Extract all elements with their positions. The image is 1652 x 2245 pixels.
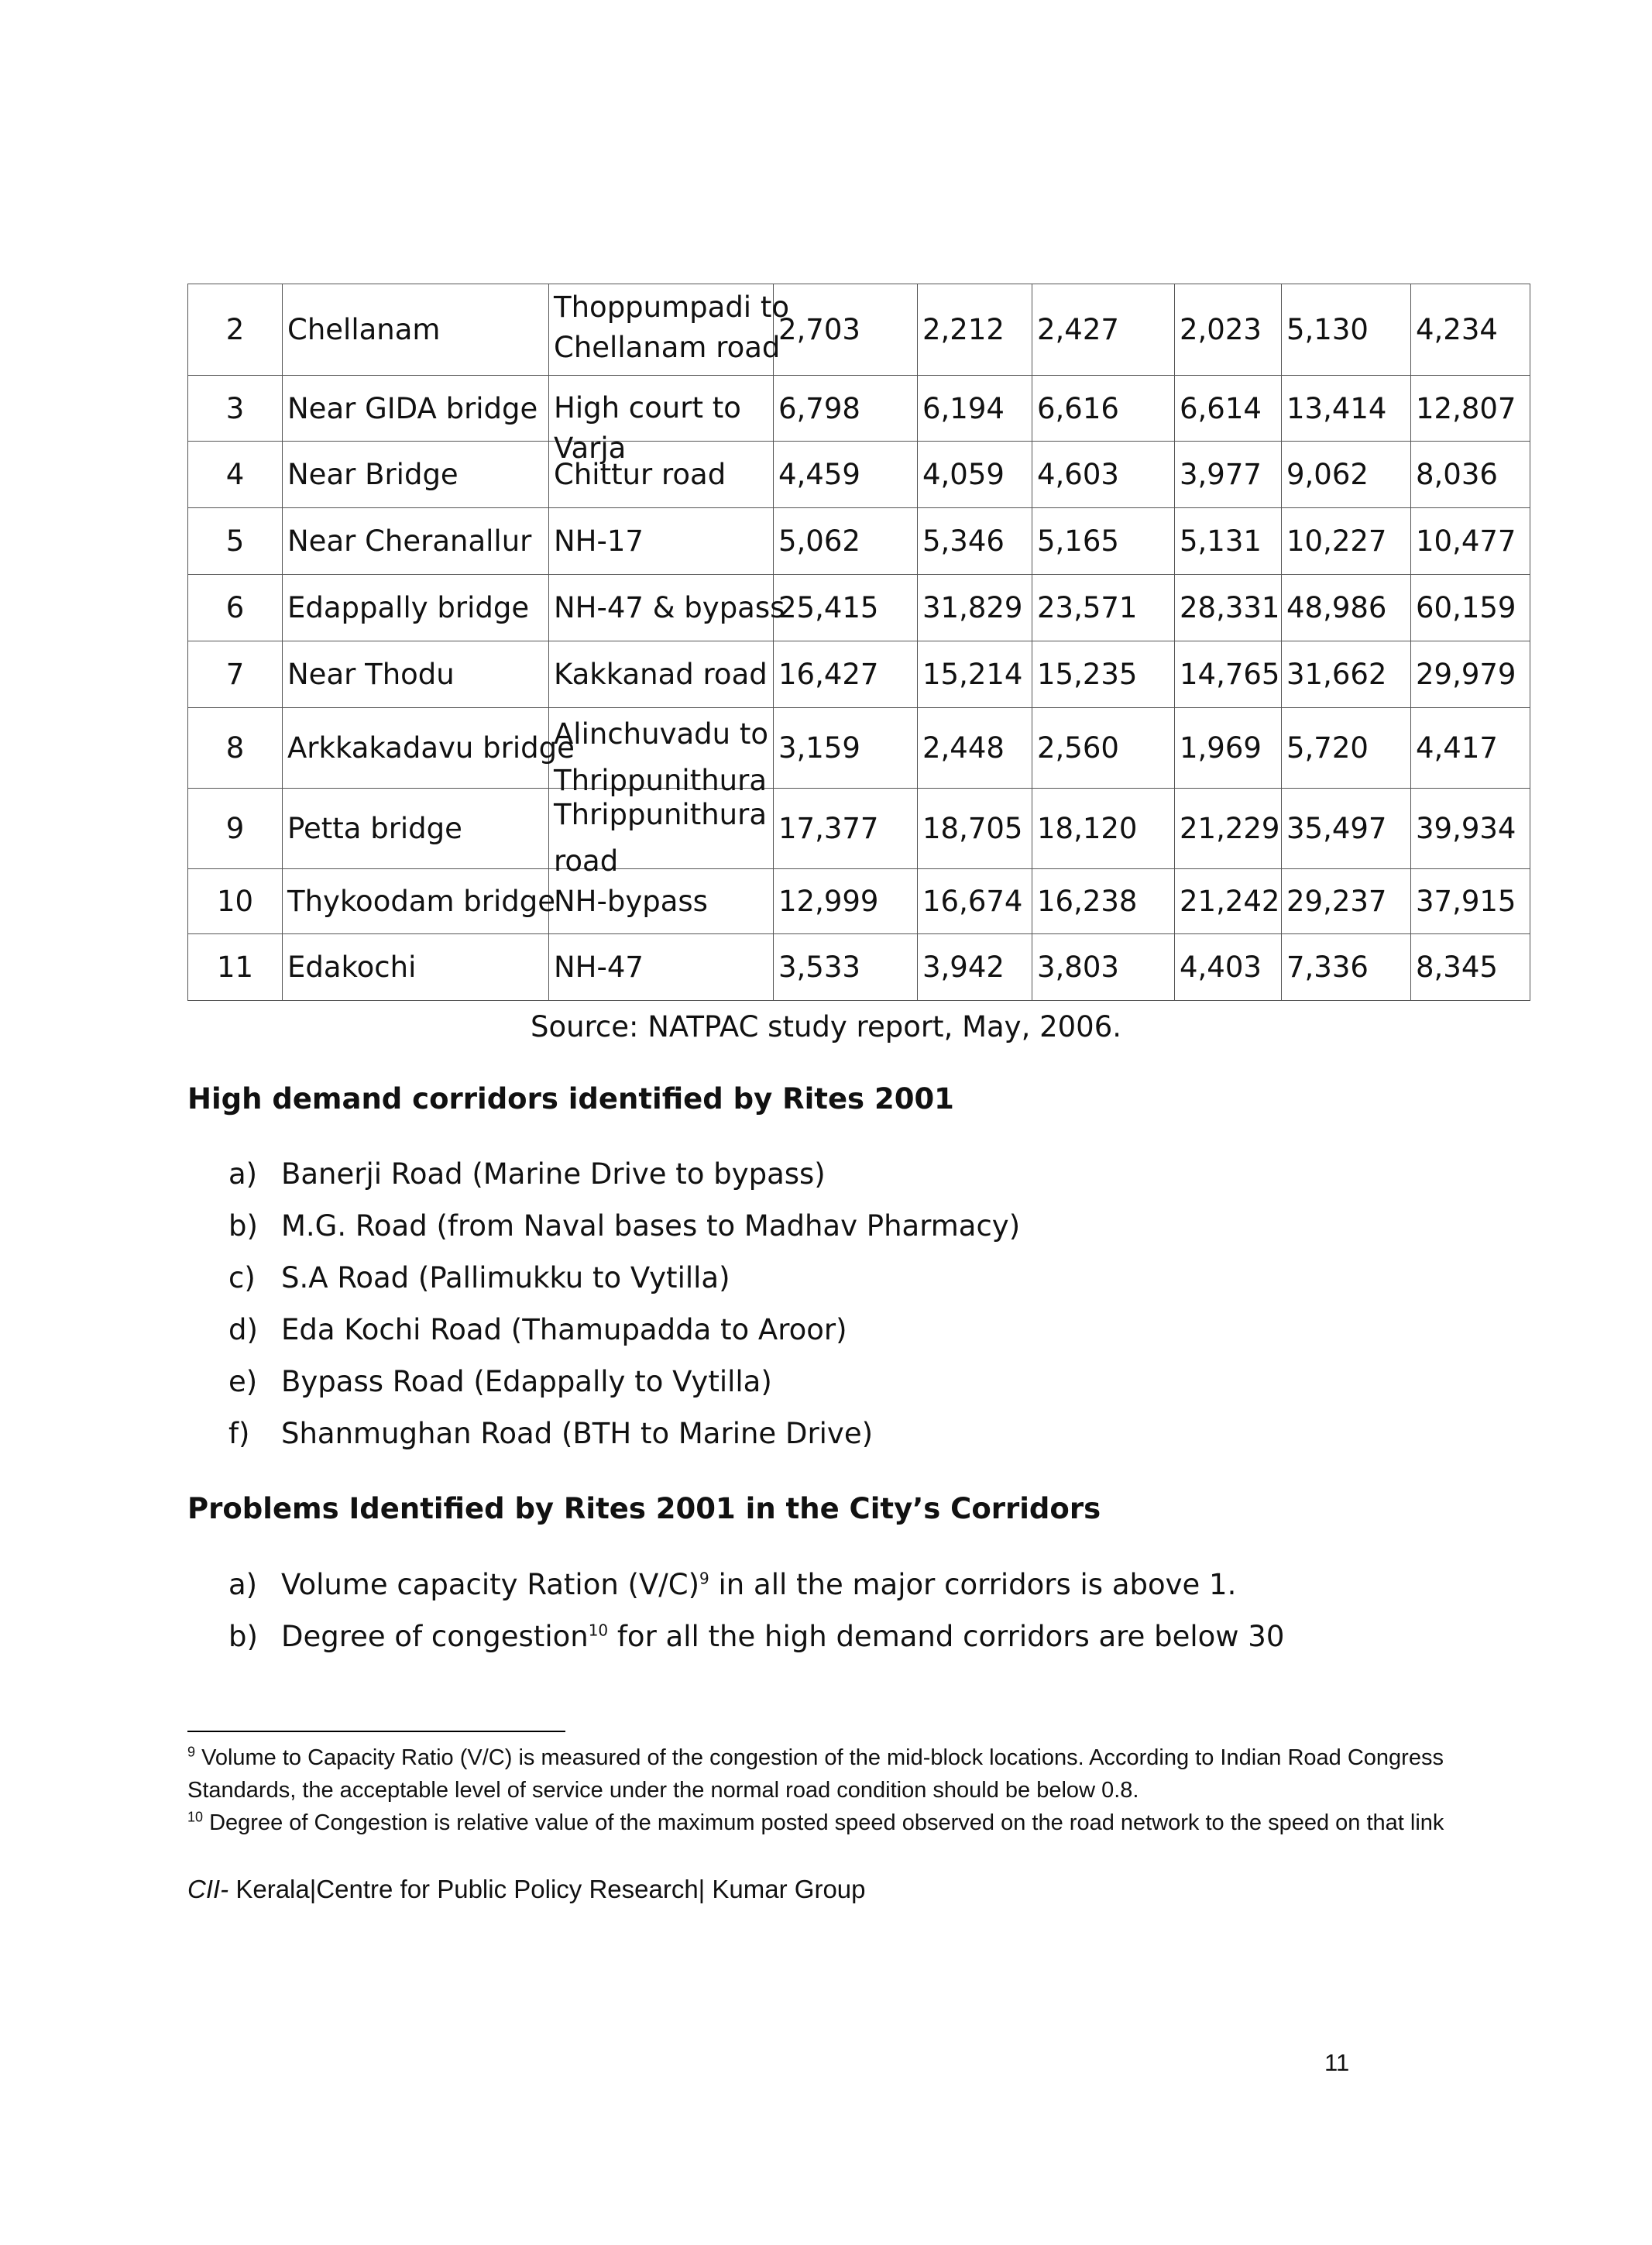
value-cell: 4,059 xyxy=(918,442,1032,508)
footnote-number: 10 xyxy=(187,1809,204,1825)
value-cell: 3,159 xyxy=(774,708,918,789)
footnote-text: Degree of Congestion is relative value of the maximum posted speed observed on the road network to the speed on that link xyxy=(203,1810,1444,1835)
value-cell: 15,214 xyxy=(918,641,1032,708)
value-cell: 4,234 xyxy=(1411,284,1530,376)
location-cell: Near Thodu xyxy=(283,641,549,708)
value-cell: 3,977 xyxy=(1175,442,1282,508)
row-number: 10 xyxy=(188,869,283,934)
road-cell: Kakkanad road xyxy=(549,641,774,708)
value-cell: 31,662 xyxy=(1282,641,1411,708)
list-item-text: M.G. Road (from Naval bases to Madhav Pharmacy) xyxy=(281,1209,1021,1243)
table-row xyxy=(188,869,1530,934)
value-cell: 10,477 xyxy=(1411,508,1530,575)
list-marker: c) xyxy=(228,1261,256,1294)
road-cell xyxy=(549,376,774,465)
list-item-text: Bypass Road (Edappally to Vytilla) xyxy=(281,1365,772,1398)
value-cell: 3,803 xyxy=(1032,934,1175,1001)
value-cell: 4,417 xyxy=(1411,708,1530,789)
road-line-2: Chellanam road xyxy=(554,331,781,364)
value-cell: 2,212 xyxy=(918,284,1032,376)
road-cell-clip xyxy=(554,708,773,797)
value-cell: 3,942 xyxy=(918,934,1032,1001)
value-cell: 12,999 xyxy=(774,869,918,934)
footnote-text: Volume to Capacity Ratio (V/C) is measured of the congestion of the mid-block locations. According to Indian Road Congress Standards, the acceptable level of service under the normal road condition should be below 0.8. xyxy=(187,1745,1444,1803)
list-item-text: Degree of congestion xyxy=(281,1620,589,1653)
problems-list xyxy=(228,1568,1284,1672)
road-line-1: Thrippunithura xyxy=(554,798,767,831)
traffic-volume-table xyxy=(187,284,1530,1001)
list-item xyxy=(228,1365,1020,1417)
value-cell: 37,915 xyxy=(1411,869,1530,934)
list-item-text: Eda Kochi Road (Thamupadda to Aroor) xyxy=(281,1313,847,1346)
road-cell-clip xyxy=(554,789,773,878)
table-row xyxy=(188,575,1530,641)
value-cell: 7,336 xyxy=(1282,934,1411,1001)
table-row xyxy=(188,376,1530,442)
value-cell: 4,603 xyxy=(1032,442,1175,508)
list-item xyxy=(228,1417,1020,1469)
value-cell: 21,229 xyxy=(1175,789,1282,869)
section-heading-high-demand: High demand corridors identified by Rites 2001 xyxy=(187,1082,954,1116)
value-cell: 4,459 xyxy=(774,442,918,508)
location-cell: Edakochi xyxy=(283,934,549,1001)
location-cell: Near GIDA bridge xyxy=(283,376,549,442)
row-number: 9 xyxy=(188,789,283,869)
list-item-text: Banerji Road (Marine Drive to bypass) xyxy=(281,1157,826,1191)
list-item xyxy=(228,1568,1284,1620)
row-number: 4 xyxy=(188,442,283,508)
value-cell: 2,448 xyxy=(918,708,1032,789)
list-marker: e) xyxy=(228,1365,258,1398)
list-item xyxy=(228,1209,1020,1261)
value-cell: 6,614 xyxy=(1175,376,1282,442)
value-cell: 14,765 xyxy=(1175,641,1282,708)
list-marker: a) xyxy=(228,1157,258,1191)
value-cell: 5,131 xyxy=(1175,508,1282,575)
value-cell: 2,560 xyxy=(1032,708,1175,789)
row-number: 6 xyxy=(188,575,283,641)
value-cell: 17,377 xyxy=(774,789,918,869)
footnote-9 xyxy=(187,1741,1489,1807)
list-item-text: for all the high demand corridors are below 30 xyxy=(608,1620,1285,1653)
row-number: 3 xyxy=(188,376,283,442)
road-line-2: Thrippunithura xyxy=(554,764,767,797)
value-cell: 28,331 xyxy=(1175,575,1282,641)
table-row xyxy=(188,641,1530,708)
value-cell: 6,798 xyxy=(774,376,918,442)
list-item xyxy=(228,1313,1020,1365)
value-cell: 2,023 xyxy=(1175,284,1282,376)
value-cell: 2,703 xyxy=(774,284,918,376)
value-cell: 12,807 xyxy=(1411,376,1530,442)
list-item-text: Volume capacity Ration (V/C) xyxy=(281,1568,700,1601)
value-cell: 16,674 xyxy=(918,869,1032,934)
table-row xyxy=(188,284,1530,376)
value-cell: 25,415 xyxy=(774,575,918,641)
value-cell: 8,036 xyxy=(1411,442,1530,508)
value-cell: 48,986 xyxy=(1282,575,1411,641)
value-cell: 1,969 xyxy=(1175,708,1282,789)
page-number: 11 xyxy=(1324,2049,1350,2076)
location-cell: Edappally bridge xyxy=(283,575,549,641)
row-number: 2 xyxy=(188,284,283,376)
value-cell: 5,062 xyxy=(774,508,918,575)
footer-org-text: Kerala|Centre for Public Policy Research| Kumar Group xyxy=(228,1875,866,1903)
list-item xyxy=(228,1261,1020,1313)
value-cell: 31,829 xyxy=(918,575,1032,641)
section-heading-problems: Problems Identified by Rites 2001 in the City’s Corridors xyxy=(187,1492,1101,1525)
location-cell: Thykoodam bridge xyxy=(283,869,549,934)
list-marker: b) xyxy=(228,1620,258,1653)
list-marker: d) xyxy=(228,1313,258,1346)
road-cell: NH-bypass xyxy=(549,869,774,934)
road-cell: Chittur road xyxy=(549,442,774,508)
road-cell: NH-17 xyxy=(549,508,774,575)
value-cell: 9,062 xyxy=(1282,442,1411,508)
table-row xyxy=(188,789,1530,869)
value-cell: 6,194 xyxy=(918,376,1032,442)
value-cell: 18,120 xyxy=(1032,789,1175,869)
road-line-2: road xyxy=(554,844,619,878)
table-row xyxy=(188,442,1530,508)
value-cell: 60,159 xyxy=(1411,575,1530,641)
row-number: 11 xyxy=(188,934,283,1001)
row-number: 8 xyxy=(188,708,283,789)
high-demand-corridor-list xyxy=(228,1157,1020,1469)
footnote-divider xyxy=(187,1731,565,1732)
value-cell: 35,497 xyxy=(1282,789,1411,869)
list-item-text: Shanmughan Road (BTH to Marine Drive) xyxy=(281,1417,874,1450)
value-cell: 3,533 xyxy=(774,934,918,1001)
value-cell: 29,979 xyxy=(1411,641,1530,708)
value-cell: 16,238 xyxy=(1032,869,1175,934)
road-line-1: Thoppumpadi to xyxy=(554,291,789,324)
list-marker: f) xyxy=(228,1417,250,1450)
list-item-text: S.A Road (Pallimukku to Vytilla) xyxy=(281,1261,730,1294)
value-cell: 15,235 xyxy=(1032,641,1175,708)
value-cell: 5,165 xyxy=(1032,508,1175,575)
location-cell: Petta bridge xyxy=(283,789,549,869)
location-cell: Near Cheranallur xyxy=(283,508,549,575)
value-cell: 13,414 xyxy=(1282,376,1411,442)
footnote-ref[interactable]: 9 xyxy=(699,1569,709,1588)
list-marker: a) xyxy=(228,1568,258,1601)
footnote-number: 9 xyxy=(187,1744,196,1760)
location-cell: Arkkakadavu bridge xyxy=(283,708,549,789)
list-item xyxy=(228,1620,1284,1672)
value-cell: 8,345 xyxy=(1411,934,1530,1001)
value-cell: 16,427 xyxy=(774,641,918,708)
road-line-1: Alinchuvadu to xyxy=(554,717,768,751)
page-footer xyxy=(187,1875,866,1904)
footnote-10 xyxy=(187,1807,1489,1839)
footer-org-italic: CII- xyxy=(187,1875,229,1903)
value-cell: 5,720 xyxy=(1282,708,1411,789)
value-cell: 5,346 xyxy=(918,508,1032,575)
road-cell xyxy=(549,284,789,376)
value-cell: 23,571 xyxy=(1032,575,1175,641)
road-cell: NH-47 & bypass xyxy=(549,575,774,641)
value-cell: 6,616 xyxy=(1032,376,1175,442)
row-number: 5 xyxy=(188,508,283,575)
road-cell: NH-47 xyxy=(549,934,774,1001)
table-row xyxy=(188,934,1530,1001)
table-source-caption: Source: NATPAC study report, May, 2006. xyxy=(530,1010,1122,1043)
table-row xyxy=(188,508,1530,575)
value-cell: 29,237 xyxy=(1282,869,1411,934)
value-cell: 5,130 xyxy=(1282,284,1411,376)
value-cell: 10,227 xyxy=(1282,508,1411,575)
road-cell-clip xyxy=(554,376,773,465)
location-cell: Near Bridge xyxy=(283,442,549,508)
value-cell: 4,403 xyxy=(1175,934,1282,1001)
value-cell: 21,242 xyxy=(1175,869,1282,934)
value-cell: 2,427 xyxy=(1032,284,1175,376)
road-line-1: High court to xyxy=(554,391,741,425)
footnote-ref[interactable]: 10 xyxy=(588,1621,609,1640)
list-marker: b) xyxy=(228,1209,258,1243)
list-item-text: in all the major corridors is above 1. xyxy=(709,1568,1237,1601)
row-number: 7 xyxy=(188,641,283,708)
list-item xyxy=(228,1157,1020,1209)
road-cell xyxy=(549,708,774,797)
table-row xyxy=(188,708,1530,789)
road-line-2: Varja xyxy=(554,431,627,465)
location-cell: Chellanam xyxy=(283,284,549,376)
value-cell: 18,705 xyxy=(918,789,1032,869)
road-cell xyxy=(549,789,774,878)
value-cell: 39,934 xyxy=(1411,789,1530,869)
